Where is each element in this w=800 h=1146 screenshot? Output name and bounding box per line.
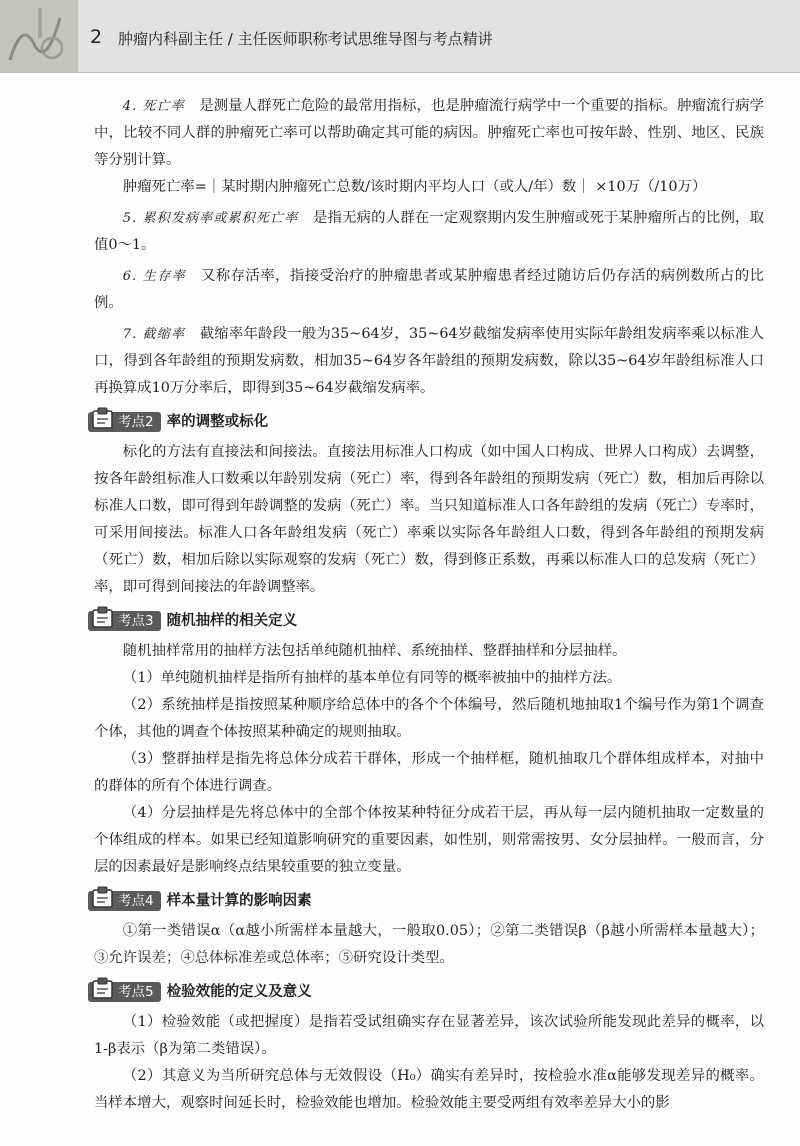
page-header — [0, 0, 800, 73]
section-paragraph: （1）检验效能（或把握度）是指若受试组确实存在显著差异，该次试验所能发现此差异的概率，以1-β表示（β为第二类错误）。 — [94, 1014, 764, 1057]
paragraph-truncated-rate — [94, 321, 764, 402]
clipboard-icon — [91, 886, 115, 910]
term-label: 4. 死亡率 — [122, 99, 185, 114]
section-heading-2 — [88, 408, 764, 436]
section-heading-3 — [88, 607, 764, 635]
page-body — [94, 93, 764, 1117]
header-decoration-image — [0, 0, 78, 72]
section-title: 随机抽样的相关定义 — [166, 612, 298, 629]
formula-text: 肿瘤死亡率=｜某时期内肿瘤死亡总数/该时期内平均人口（或人/年）数｜ ×10万（/10万） — [122, 179, 707, 195]
section-badge-label: 考点4 — [118, 892, 154, 909]
section-paragraph: （2）其意义为当所研究总体与无效假设（H₀）确实有差异时，按检验水准α能够发现差异的概率。当样本增大，观察时间延长时，检验效能也增加。检验效能主要受两组有效率差异大小的影 — [94, 1068, 764, 1111]
section-paragraph: （1）单纯随机抽样是指所有抽样的基本单位有同等的概率被抽中的抽样方法。 — [122, 670, 622, 686]
page-number: 2 — [90, 26, 103, 48]
section-badge — [88, 611, 161, 631]
paragraph-text: 又称存活率，指接受治疗的肿瘤患者或某肿瘤患者经过随访后仍存活的病例数所占的比例。 — [94, 268, 764, 311]
section-paragraph: （3）整群抽样是指先将总体分成若干群体，形成一个抽样框，随机抽取几个群体组成样本，对抽中的群体的所有个体进行调查。 — [94, 751, 764, 794]
clipboard-icon — [91, 977, 115, 1001]
formula-mortality — [94, 174, 764, 201]
section-title: 样本量计算的影响因素 — [166, 892, 312, 909]
clipboard-icon — [91, 407, 115, 431]
term-label: 7. 截缩率 — [122, 327, 186, 342]
section-badge-label: 考点2 — [118, 413, 154, 430]
paragraph-text: 是测量人群死亡危险的最常用指标，也是肿瘤流行病学中一个重要的指标。肿瘤流行病学中，比较不同人群的肿瘤死亡率可以帮助确定其可能的病因。肿瘤死亡率也可按年龄、性别、地区、民族等分别计算。 — [94, 98, 764, 168]
paragraph-cumulative-rate — [94, 205, 764, 259]
section-badge-label: 考点5 — [118, 983, 154, 1000]
section-paragraph: （2）系统抽样是指按照某种顺序给总体中的各个个体编号，然后随机地抽取1个编号作为第1个调查个体，其他的调查个体按照某种确定的规则抽取。 — [94, 697, 764, 740]
section-paragraph: （4）分层抽样是先将总体中的全部个体按某种特征分成若干层，再从每一层内随机抽取一定数量的个体组成的样本。如果已经知道影响研究的重要因素，如性别，则常需按男、女分层抽样。一般而言，分层的因素最好是影响终点结果较重要的独立变量。 — [94, 805, 764, 875]
section-paragraph: 随机抽样常用的抽样方法包括单纯随机抽样、系统抽样、整群抽样和分层抽样。 — [122, 643, 627, 659]
section-heading-4 — [88, 887, 764, 915]
section-paragraph: 标化的方法有直接法和间接法。直接法用标准人口构成（如中国人口构成、世界人口构成）去调整，按各年龄组标准人口数乘以年龄别发病（死亡）率，得到各年龄组的预期发病（死亡）数，相加后再除以标准人口数，即可得到年龄调整的发病（死亡）率。当只知道标准人口各年龄组的发病（死亡）专率时，可采用间接法。标准人口各年龄组发病（死亡）率乘以实际各年龄组人口数，得到各年龄组的预期发病（死亡）数，相加后除以实际观察的发病（死亡）数，得到修正系数，再乘以标准人口的总发病（死亡）率，即可得到间接法的年龄调整率。 — [94, 444, 764, 595]
section-badge — [88, 982, 161, 1002]
section-badge — [88, 412, 161, 432]
section-title: 检验效能的定义及意义 — [166, 983, 312, 1000]
term-label: 5. 累积发病率或累积死亡率 — [122, 211, 299, 226]
section-paragraph: ①第一类错误α（α越小所需样本量越大，一般取0.05）；②第二类错误β（β越小所需样本量越大）；③允许误差；④总体标准差或总体率；⑤研究设计类型。 — [94, 923, 764, 966]
section-heading-5 — [88, 978, 764, 1006]
clipboard-icon — [91, 606, 115, 630]
paragraph-survival-rate — [94, 263, 764, 317]
term-label: 6. 生存率 — [122, 269, 187, 284]
paragraph-mortality — [94, 93, 764, 174]
section-badge-label: 考点3 — [118, 612, 154, 629]
section-badge — [88, 891, 161, 911]
running-title: 肿瘤内科副主任 / 主任医师职称考试思维导图与考点精讲 — [118, 30, 493, 48]
paragraph-text: 截缩率年龄段一般为35~64岁，35~64岁截缩发病率使用实际年龄组发病率乘以标准人口，得到各年龄组的预期发病数，相加35~64岁各年龄组的预期发病数，除以35~64岁年龄组标准人口再换算成10万分率后，即得到35~64岁截缩发病率。 — [94, 326, 764, 396]
section-title: 率的调整或标化 — [166, 413, 269, 430]
paragraph-text: 是指无病的人群在一定观察期内发生肿瘤或死于某肿瘤所占的比例，取值0～1。 — [94, 210, 764, 253]
